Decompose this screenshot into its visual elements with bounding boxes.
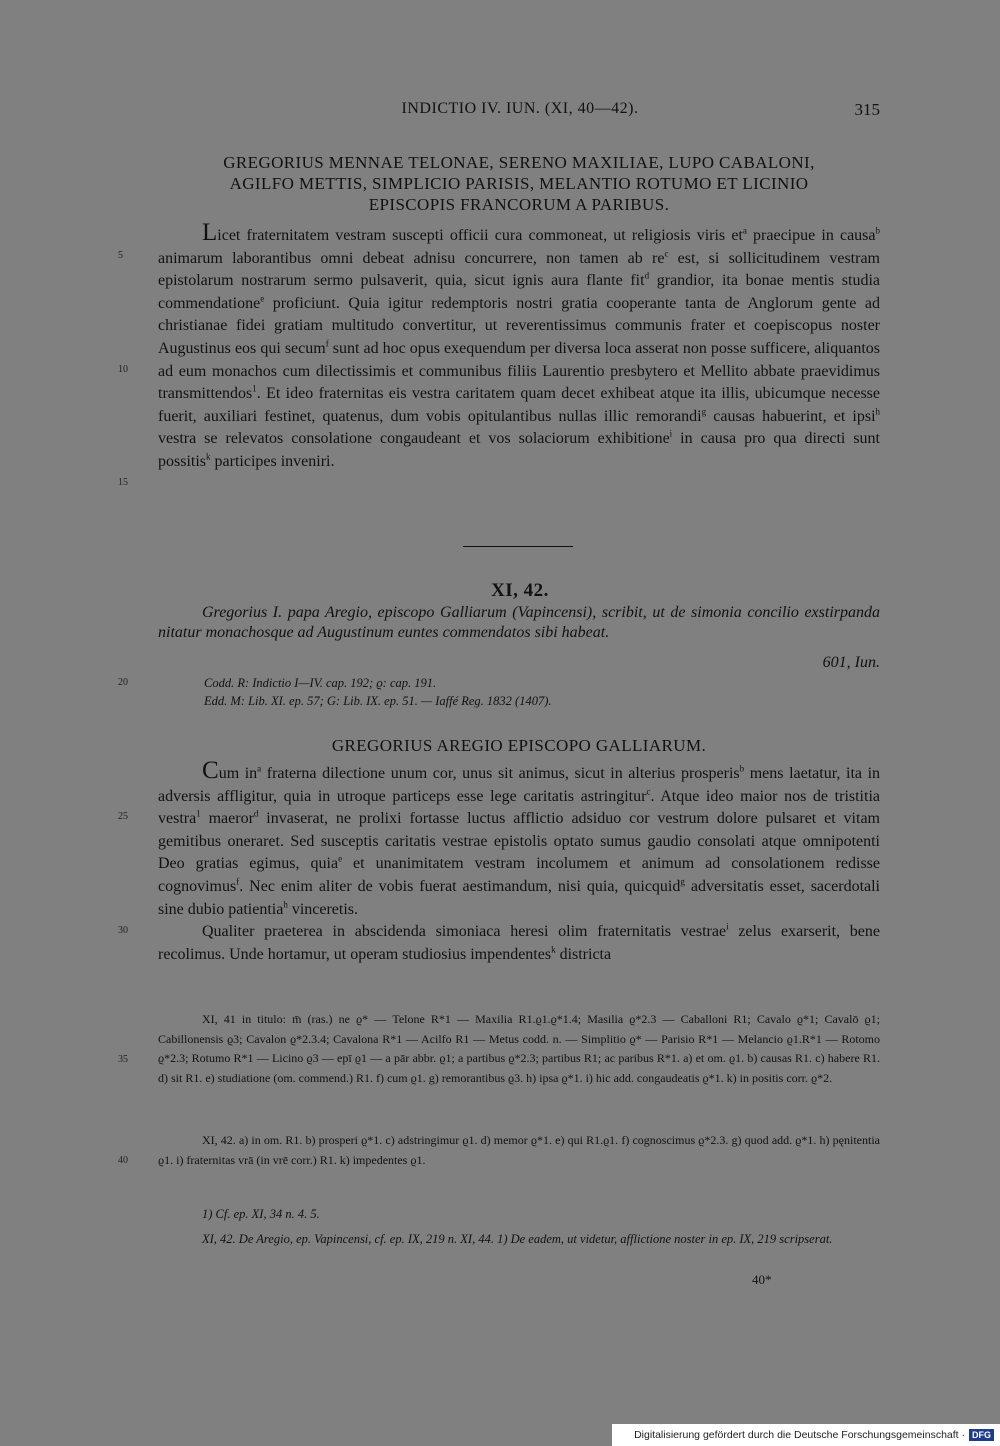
- line-number: 30: [118, 925, 128, 936]
- editions-line: Edd. M: Lib. XI. ep. 57; G: Lib. IX. ep. 51. — Iaffé Reg. 1832 (1407).: [204, 694, 552, 708]
- letter-number: XI, 42.: [491, 580, 549, 601]
- letter-41-body: Licet fraternitatem vestram suscepti officii cura commoneat, ut religiosis viris $et^a$ praecipue in causa$^b$ animarum laborantibus omni debeat adnisu concurrere, non tamen ab $re^c$ est, si sollicitudinem vestram epistolarum nostrarum sermo pulsaverit, quia, sicut ignis aura flante fit$^d$ grandior, ita bonae mentis studia commendatione$^e$ proficiunt. Quia igitur redemptoris nostri gratia cooperante tanta de Anglorum gente ad christianae fidei gratiam multitudo convertitur, ut reverentissimus communis frater et coepiscopus noster Augustinus eos qui secum$^f$ sunt ad hoc opus exequendum per diversa loca asserat non posse sufficere, aliquantos ad eum monachos cum dilectissimis et communibus filiis Laurentio presbytero et Mellito abbate praevidimus transmittendos$^1$. Et ideo fraternitas eis vestra caritatem quam decet exhibeat atque ita illis, ubicumque necesse fuerit, auxiliari festinet, quatenus, dum vobis opitulantibus nullas illic remorandi$^g$ causas habuerint, et ipsi$^h$ vestra se relevatos consolatione congaudeant et vos solaciorum exhibitione$^i$ in causa pro qua directi sunt possitis$^k$ participes inveniri.: [158, 219, 881, 470]
- line-number: 40: [118, 1155, 128, 1166]
- signature-mark: 40*: [752, 1272, 772, 1287]
- letter-date: 601, Iun.: [822, 654, 880, 671]
- apparatus-41: XI, 41 in titulo: m̄ (ras.) ne ϱ* — Telone R*1 — Maxilia R1.ϱ1.ϱ*1.4; Masilia ϱ*2.3 — Caballoni R1; Cavalo ϱ*1; Cavalō ϱ1; Cabillonensis ϱ3; Cavalon ϱ*2.3.4; Cavalona R*1 — Acilfo R1 — Metus codd. n. — Simplitio ϱ* — Parisio R*1 — Melancio ϱ1.R*1 — Rotomo ϱ*2.3; Rotumo R*1 — Licino ϱ3 — epī ϱ1 — a pār abbr. ϱ1; a partibus ϱ*2.3; partibus R1; ac paribus R*1. a) et om. ϱ1. b) causas R1. c) habere R1. d) sit R1. e) studiatione (om. commend.) R1. f) cum ϱ1. g) remorantibus ϱ3. h) ipsa ϱ*1. i) hic add. congaudeatis ϱ*1. k) in positis corr. ϱ*2.: [158, 1012, 880, 1085]
- line-number: 35: [118, 1054, 128, 1065]
- drop-cap: C: [202, 757, 219, 784]
- line-number: 5: [118, 250, 123, 261]
- line-number: 10: [118, 364, 128, 375]
- codices-line: Codd. R: Indictio I—IV. cap. 192; ϱ: cap. 191.: [204, 676, 437, 690]
- apparatus-42: XI, 42. a) in om. R1. b) prosperi ϱ*1. c) adstringimur ϱ1. d) memor ϱ*1. e) qui R1.ϱ1. f) cognoscimus ϱ*2.3. g) quod add. ϱ*1. h) pęnitentia ϱ1. i) fraternitas vrā (in vrē corr.) R1. k) impedentes ϱ1.: [158, 1133, 880, 1167]
- letter-42-heading: GREGORIUS AREGIO EPISCOPO GALLIARUM.: [331, 736, 707, 755]
- footer-text: Digitalisierung gefördert durch die Deutsche Forschungsgemeinschaft ·: [634, 1429, 965, 1441]
- line-number: 25: [118, 811, 128, 822]
- line-number: 15: [118, 477, 128, 488]
- footnote-42: XI, 42. De Aregio, ep. Vapincensi, cf. ep. IX, 219 n. XI, 44. 1) De eadem, ut videtur, afflictione noster in ep. IX, 219 scripserat.: [202, 1232, 833, 1246]
- running-header: [160, 100, 880, 124]
- section-divider: [463, 546, 573, 547]
- dfg-footer: [612, 1424, 1000, 1446]
- drop-cap: L: [202, 219, 218, 246]
- line-number: 20: [118, 677, 128, 688]
- heading-line: GREGORIUS MENNAE TELONAE, SERENO MAXILIAE, LUPO CABALONI,: [223, 153, 815, 172]
- letter-42-body: Cum $in^a$ fraterna dilectione unum cor, unus sit animus, sicut in alterius prosperis$^b$ mens laetatur, ita in adversis affligitur, quia in utroque particeps esse lege caritatis astringitur$^c$. Atque ideo maior nos de tristitia vestra$^1$ maeror$^d$ invaserat, ne prolixi fortasse luctus afflictio adsiduo cor vestrum dolore pulsaret et vitam gemitibus oneraret. Sed susceptis caritatis vestrae epistolis optato sumus gaudio consolati atque omnipotenti Deo gratias egimus, quia$^e$ et unanimitatem vestram incolumem et animum ad consolationem redisse cognovimus$^f$. Nec enim aliter de vobis fuerat aestimandum, nisi quia, quicquid$^g$ adversitatis esset, sacerdotali sine dubio patientia$^h$ vinceretis. Qualiter praeterea in abscidenda simoniaca heresi olim fraternitatis vestrae$^i$ zelus exarserit, bene recolimus. Unde hortamur, ut operam studiosius impendentes$^k$ districta: [158, 757, 881, 963]
- dfg-logo-icon: DFG: [969, 1429, 994, 1441]
- page-number: 315: [854, 100, 880, 119]
- running-title: INDICTIO IV. IUN. (XI, 40—42).: [401, 100, 639, 117]
- footnote-41: 1) Cf. ep. XI, 34 n. 4. 5.: [202, 1207, 320, 1221]
- heading-line: AGILFO METTIS, SIMPLICIO PARISIS, MELANTIO ROTUMO ET LICINIO: [229, 174, 809, 193]
- letter-41-heading: [158, 152, 880, 215]
- heading-line: EPISCOPIS FRANCORUM A PARIBUS.: [368, 195, 670, 214]
- letter-summary: Gregorius I. papa Aregio, episcopo Galliarum (Vapincensi), scribit, ut de simonia concilio exstirpanda nitatur monachosque ad Augustinum euntes commendatos sibi habeat.: [158, 604, 880, 641]
